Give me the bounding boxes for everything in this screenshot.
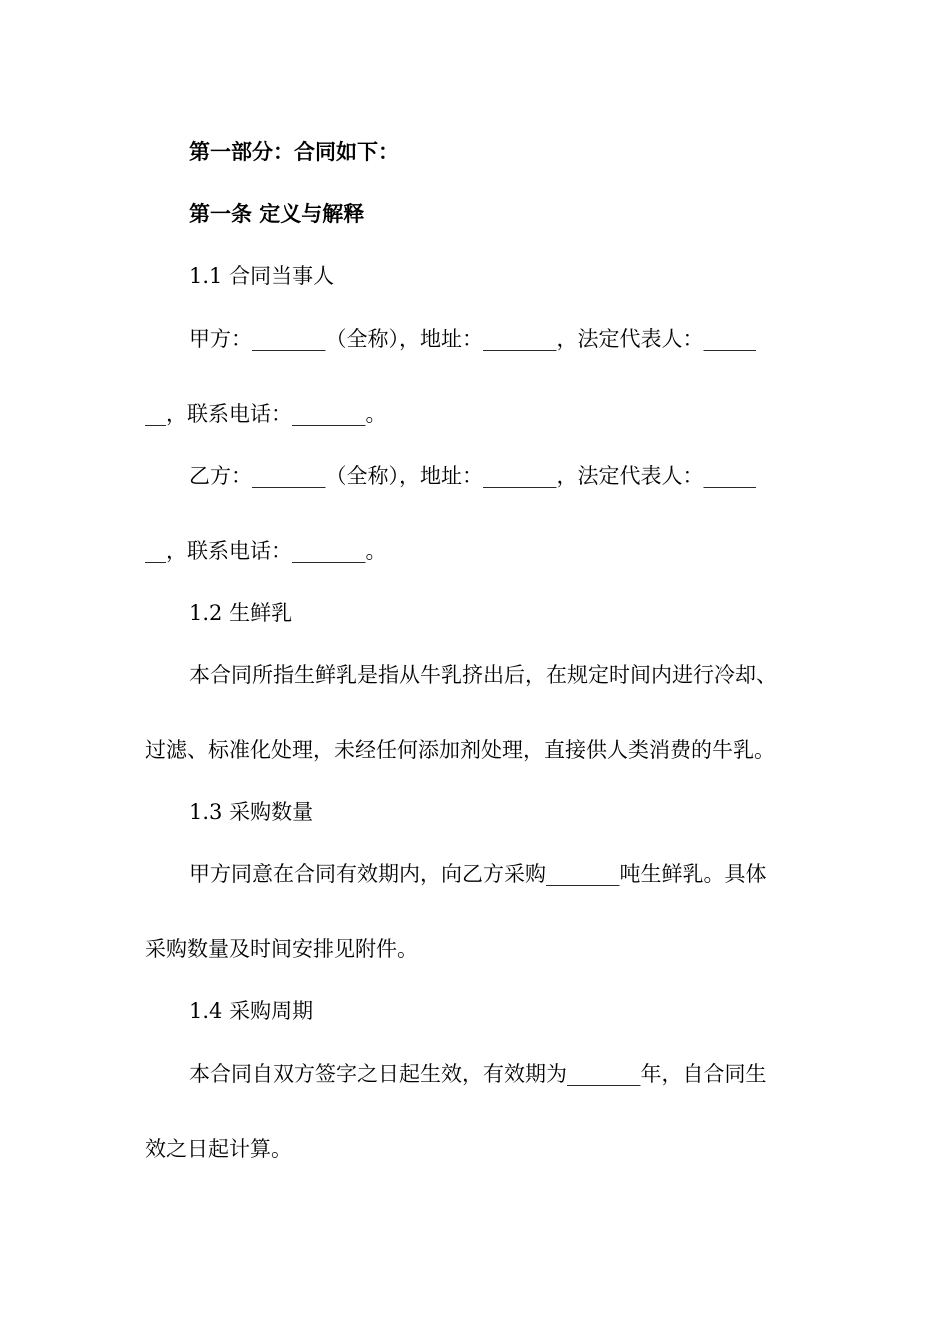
party-b-line: 乙方：_______（全称），地址：_______，法定代表人：_____ <box>189 464 756 488</box>
party-a-line: 甲方：_______（全称），地址：_______，法定代表人：_____ <box>189 327 756 351</box>
paragraph-line: 本合同所指生鲜乳是指从牛乳挤出后，在规定时间内进行冷却、 <box>189 663 777 687</box>
paragraph-line: 采购数量及时间安排见附件。 <box>145 937 418 961</box>
paragraph-line: 本合同自双方签字之日起生效，有效期为_______年，自合同生 <box>189 1062 767 1086</box>
section-heading-1-2: 1.2 生鲜乳 <box>189 601 293 625</box>
article-heading: 第一条 定义与解释 <box>189 202 365 226</box>
party-a-continuation: __，联系电话：_______。 <box>145 402 387 426</box>
party-b-continuation: __，联系电话：_______。 <box>145 539 387 563</box>
section-heading-1-3: 1.3 采购数量 <box>189 800 314 824</box>
section-heading-1-1: 1.1 合同当事人 <box>189 264 335 288</box>
part-heading: 第一部分：合同如下： <box>189 140 399 164</box>
section-heading-1-4: 1.4 采购周期 <box>189 999 314 1023</box>
paragraph-line: 甲方同意在合同有效期内，向乙方采购_______吨生鲜乳。具体 <box>189 862 767 886</box>
paragraph-line: 过滤、标准化处理，未经任何添加剂处理，直接供人类消费的牛乳。 <box>145 738 775 762</box>
paragraph-line: 效之日起计算。 <box>145 1137 292 1161</box>
